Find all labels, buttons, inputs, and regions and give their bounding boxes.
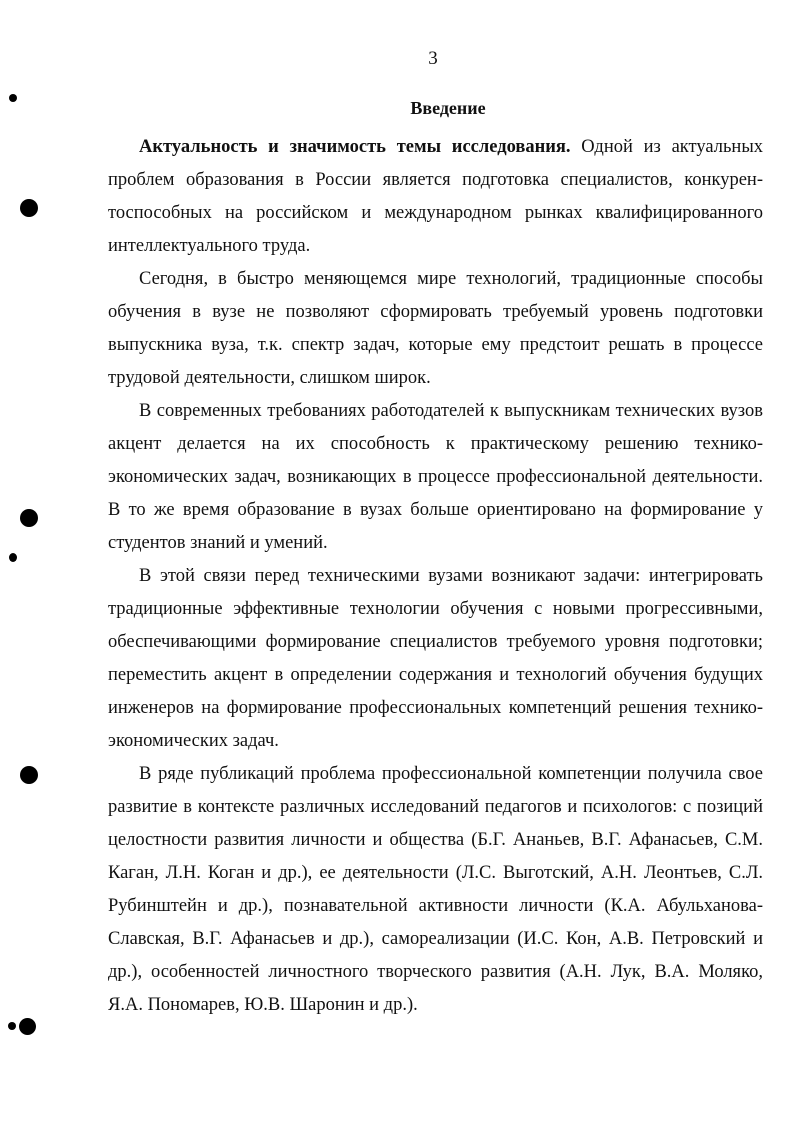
punch-hole-mark	[20, 509, 38, 527]
punch-hole-mark	[8, 1022, 16, 1030]
paragraph-3: В современных требованиях работодателей к выпускникам технических вузов акцент делается на их способность к практическому решению технико-экономических задач, возникающих в процессе профессиональной деятельности. В то же время образование в вузах больше ориентировано на формирование у студентов знаний и умений.	[108, 401, 763, 553]
body-text	[108, 131, 763, 1022]
paragraph-1	[108, 131, 763, 263]
section-heading: Введение	[410, 98, 486, 118]
punch-hole-mark	[20, 766, 38, 784]
punch-hole-mark	[19, 1018, 36, 1035]
punch-hole-mark	[20, 199, 38, 217]
paragraph-4: В этой связи перед техническими вузами возникают задачи: интегрировать традиционные эффективные технологии обучения с новыми прогрессивными, обеспечивающими формирование специалистов требуемого уровня подготовки; переместить акцент в определении содержания и технологий обучения будущих инженеров на формирование профессиональных компетенций решения технико-экономических задач.	[108, 566, 763, 751]
punch-hole-mark	[9, 94, 17, 102]
page-number: 3	[428, 48, 438, 69]
paragraph-text: Одной из актуальных проблем образования в России является подготовка специалистов, конкурентоспособных на российском и международном рынках квалифицированного интеллектуального труда.	[108, 137, 763, 256]
paragraph-lead: Актуальность и значимость темы исследования.	[139, 137, 571, 157]
paragraph-5: В ряде публикаций проблема профессиональной компетенции получила свое развитие в контексте различных исследований педагогов и психологов: с позиций целостности развития личности и общества (Б.Г. Ананьев, В.Г. Афанасьев, С.М. Каган, Л.Н. Коган и др.), ее деятельности (Л.С. Выготский, А.Н. Леонтьев, С.Л. Рубинштейн и др.), познавательной активности личности (К.А. Абульханова-Славская, В.Г. Афанасьев и др.), самореализации (И.С. Кон, А.В. Петровский и др.), особенностей личностного творческого развития (А.Н. Лук, В.А. Моляко, Я.А. Пономарев, Ю.В. Шаронин и др.).	[108, 764, 763, 1015]
punch-hole-mark	[9, 553, 17, 562]
paragraph-2: Сегодня, в быстро меняющемся мире технологий, традиционные способы обучения в вузе не позволяют сформировать требуемый уровень подготовки выпускника вуза, т.к. спектр задач, которые ему предстоит решать в процессе трудовой деятельности, слишком широк.	[108, 269, 763, 388]
